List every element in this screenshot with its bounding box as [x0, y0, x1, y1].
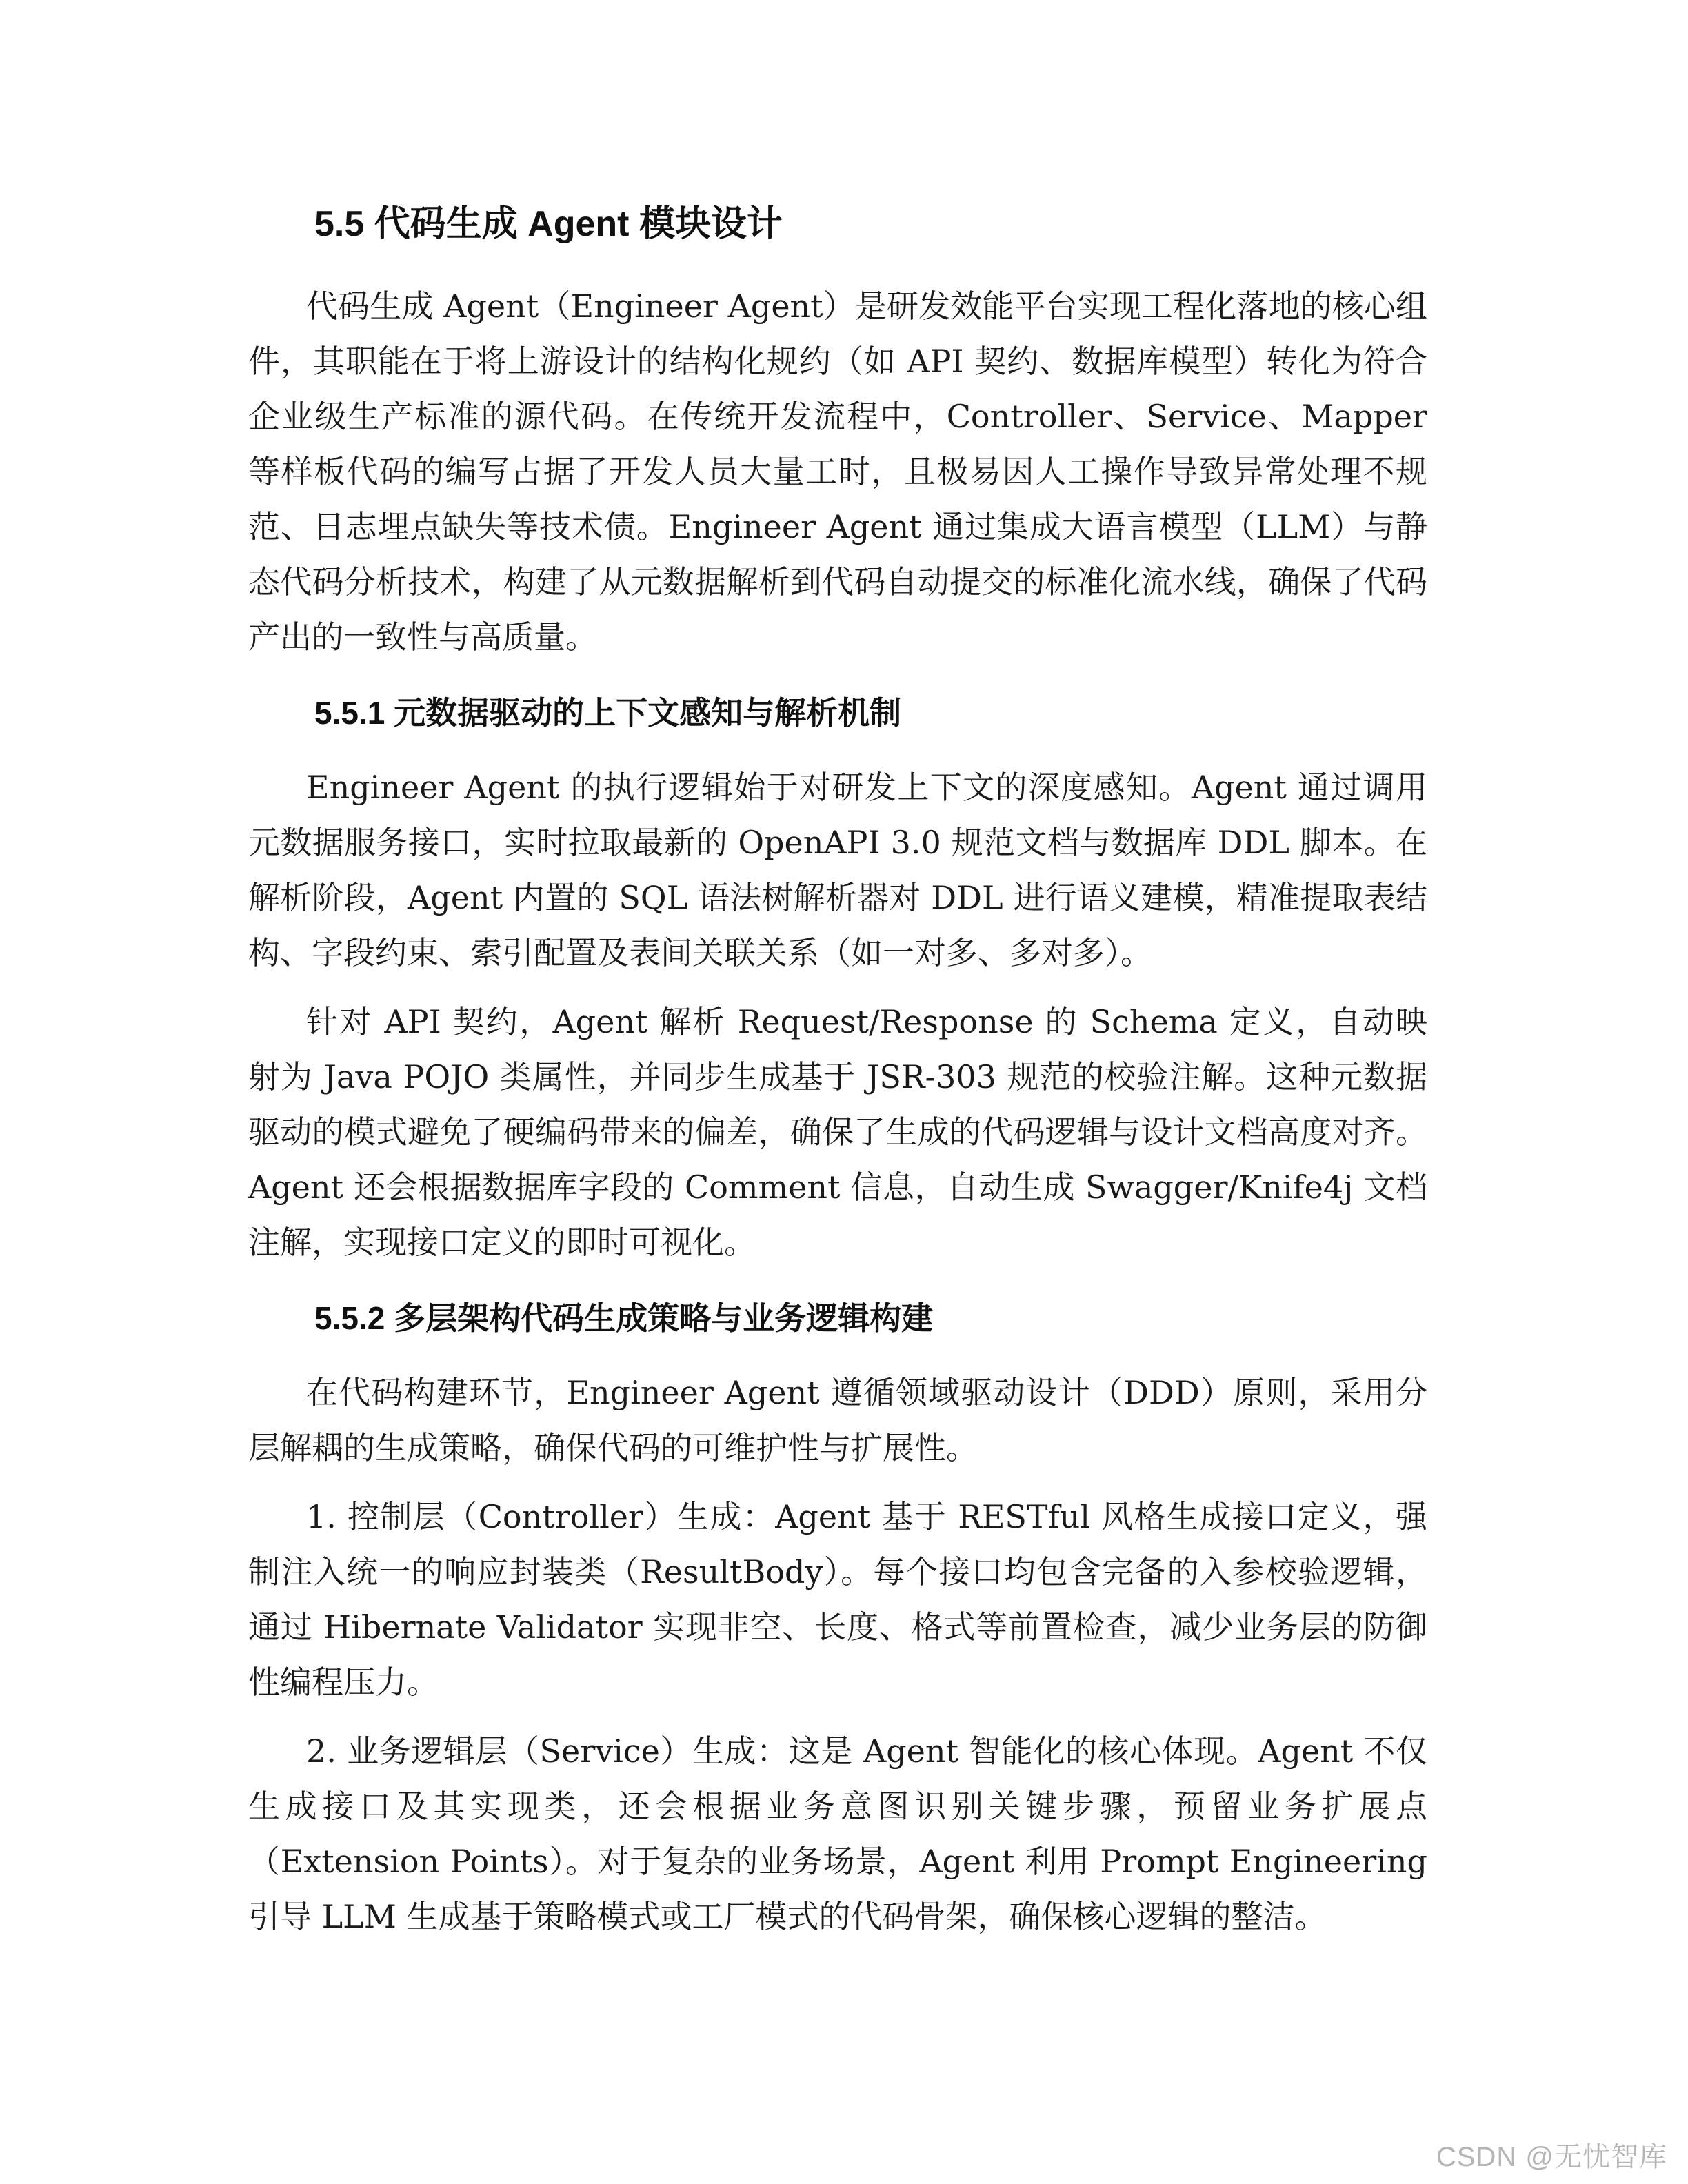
- document-body: [248, 186, 1427, 1958]
- subsection-1-title: 5.5.1 元数据驱动的上下文感知与解析机制: [314, 695, 902, 731]
- subsection-2-paragraph-3: 2. 业务逻辑层（Service）生成：这是 Agent 智能化的核心体现。Agent 不仅生成接口及其实现类，还会根据业务意图识别关键步骤，预留业务扩展点（Extension Points）。对于复杂的业务场景，Agent 利用 Prompt Engineering 引导 LLM 生成基于策略模式或工厂模式的代码骨架，确保核心逻辑的整洁。: [248, 1732, 1427, 1935]
- watermark: CSDN @无忧智库: [1436, 2142, 1667, 2172]
- section-title: 5.5 代码生成 Agent 模块设计: [314, 204, 783, 244]
- subsection-1-paragraph-2: 针对 API 契约，Agent 解析 Request/Response 的 Schema 定义，自动映射为 Java POJO 类属性，并同步生成基于 JSR-303 规范的校验注解。这种元数据驱动的模式避免了硬编码带来的偏差，确保了生成的代码逻辑与设计文档高度对齐。Agent 还会根据数据库字段的 Comment 信息，自动生成 Swagger/Knife4j 文档注解，实现接口定义的即时可视化。: [248, 1003, 1427, 1261]
- subsection-1-paragraph-1: Engineer Agent 的执行逻辑始于对研发上下文的深度感知。Agent 通过调用元数据服务接口，实时拉取最新的 OpenAPI 3.0 规范文档与数据库 DDL 脚本。在解析阶段，Agent 内置的 SQL 语法树解析器对 DDL 进行语义建模，精准提取表结构、字段约束、索引配置及表间关联关系（如一对多、多对多）。: [248, 769, 1427, 971]
- subsection-2-title: 5.5.2 多层架构代码生成策略与业务逻辑构建: [314, 1300, 934, 1336]
- section-intro-paragraph: 代码生成 Agent（Engineer Agent）是研发效能平台实现工程化落地的核心组件，其职能在于将上游设计的结构化规约（如 API 契约、数据库模型）转化为符合企业级生产标准的源代码。在传统开发流程中，Controller、Service、Mapper 等样板代码的编写占据了开发人员大量工时，且极易因人工操作导致异常处理不规范、日志埋点缺失等技术债。Engineer Agent 通过集成大语言模型（LLM）与静态代码分析技术，构建了从元数据解析到代码自动提交的标准化流水线，确保了代码产出的一致性与高质量。: [248, 287, 1427, 656]
- subsection-2-paragraph-1: 在代码构建环节，Engineer Agent 遵循领域驱动设计（DDD）原则，采用分层解耦的生成策略，确保代码的可维护性与扩展性。: [248, 1374, 1427, 1466]
- subsection-2-paragraph-2: 1. 控制层（Controller）生成：Agent 基于 RESTful 风格生成接口定义，强制注入统一的响应封装类（ResultBody）。每个接口均包含完备的入参校验逻辑，通过 Hibernate Validator 实现非空、长度、格式等前置检查，减少业务层的防御性编程压力。: [248, 1498, 1427, 1701]
